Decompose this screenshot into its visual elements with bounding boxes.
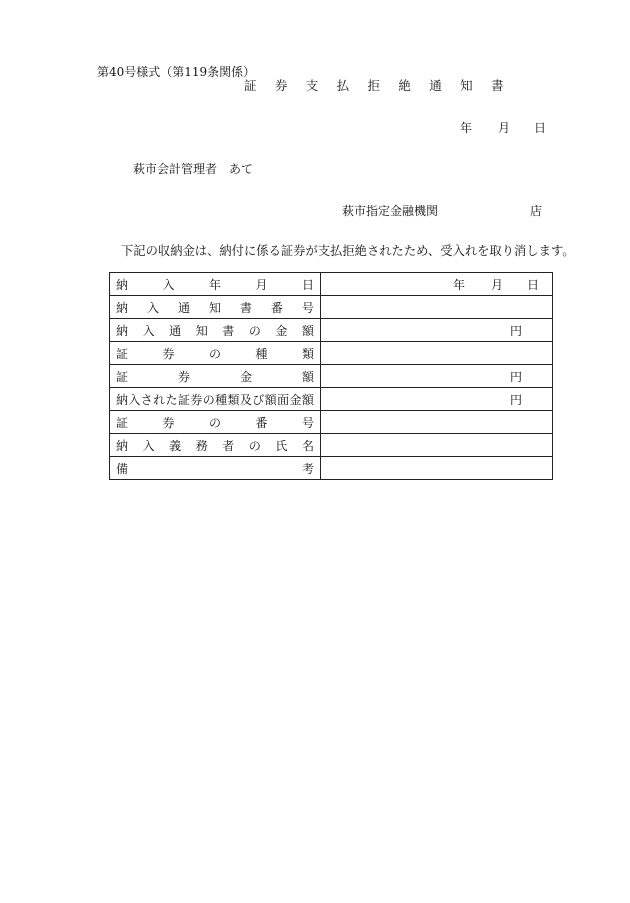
row-value-cell[interactable] <box>321 342 553 365</box>
sender-name: 萩市指定金融機関 <box>342 204 439 218</box>
row-label-char: 書 <box>239 300 252 315</box>
table-row <box>110 388 553 411</box>
yen-unit: 円 <box>509 324 522 338</box>
row-label-text <box>116 460 314 477</box>
row-label-char: 証 <box>116 346 129 361</box>
row-label-char: 入 <box>162 277 175 292</box>
row-label-char: 者 <box>222 438 235 453</box>
row-label-cell <box>110 319 321 342</box>
sender-branch-suffix: 店 <box>530 204 543 218</box>
row-label-char: た <box>165 392 178 407</box>
table-row <box>110 411 553 434</box>
row-label-cell <box>110 365 321 388</box>
date-month-label: 月 <box>498 121 511 135</box>
row-label <box>116 391 314 408</box>
row-label <box>116 299 314 316</box>
row-label-text <box>116 299 314 316</box>
row-label-char: 納 <box>116 277 129 292</box>
statement-text: 下記の収納金は、納付に係る証券が支払拒絶されたため、受入れを取り消します。 <box>121 244 575 258</box>
row-value-cell[interactable] <box>321 273 553 296</box>
row-label-char: 券 <box>177 369 190 384</box>
row-label-char: 金 <box>289 392 302 407</box>
row-label-text <box>116 368 314 385</box>
row-label-char: 面 <box>277 392 290 407</box>
row-label-cell <box>110 296 321 319</box>
row-label-char: 名 <box>301 438 314 453</box>
row-label-cell <box>110 457 321 480</box>
row-label-text <box>116 276 314 293</box>
row-label-char: 金 <box>239 369 252 384</box>
row-label-char: 日 <box>301 277 314 292</box>
row-label-char: 納 <box>116 300 129 315</box>
table-row <box>110 365 553 388</box>
row-label-char: 納 <box>116 392 129 407</box>
table-row <box>110 319 553 342</box>
row-label-text <box>116 414 314 431</box>
table-row <box>110 273 553 296</box>
row-label-char: 義 <box>169 438 182 453</box>
row-label-char: 証 <box>116 415 129 430</box>
row-label-char: 考 <box>301 461 314 476</box>
row-label-char: 種 <box>215 392 228 407</box>
row-label-cell <box>110 388 321 411</box>
row-label-cell <box>110 411 321 434</box>
row-label-char: 通 <box>177 300 190 315</box>
row-label-cell <box>110 273 321 296</box>
row-label-char: 券 <box>162 346 175 361</box>
date-day-label: 日 <box>534 121 547 135</box>
table-row <box>110 434 553 457</box>
yen-unit: 円 <box>509 393 522 407</box>
row-date-month-label: 月 <box>491 278 504 292</box>
notice-table <box>109 272 553 480</box>
row-date-fields <box>453 279 539 291</box>
row-value-cell[interactable] <box>321 388 553 411</box>
table-row <box>110 296 553 319</box>
row-label-char: 額 <box>301 392 314 407</box>
row-value-cell[interactable] <box>321 434 553 457</box>
row-label-text <box>116 345 314 362</box>
row-label <box>116 437 314 454</box>
row-label-char: 額 <box>264 392 277 407</box>
row-label-char: 金 <box>275 323 288 338</box>
row-label-cell <box>110 434 321 457</box>
row-label-char: 号 <box>301 415 314 430</box>
row-value-cell[interactable] <box>321 365 553 388</box>
row-value-cell[interactable] <box>321 411 553 434</box>
row-date-day-label: 日 <box>527 278 540 292</box>
row-label-char: 知 <box>208 300 221 315</box>
row-label-char: 及 <box>239 392 252 407</box>
form-number: 第40号様式（第119条関係） <box>97 65 256 79</box>
row-label-char: 入 <box>142 438 155 453</box>
table-row <box>110 342 553 365</box>
row-label <box>116 460 314 477</box>
row-label-char: 知 <box>195 323 208 338</box>
row-label-text <box>116 322 314 339</box>
row-value-cell[interactable] <box>321 296 553 319</box>
row-label-char: 額 <box>301 369 314 384</box>
row-label-char: の <box>248 438 261 453</box>
row-label-char: 書 <box>222 323 235 338</box>
row-label-char: れ <box>153 392 166 407</box>
row-label-char: 通 <box>169 323 182 338</box>
row-label <box>116 414 314 431</box>
row-date-year-label: 年 <box>453 278 466 292</box>
table-row <box>110 457 553 480</box>
document-title: 証 券 支 払 拒 絶 通 知 書 <box>244 78 511 93</box>
row-value-cell[interactable] <box>321 457 553 480</box>
row-label-char: の <box>208 346 221 361</box>
row-label-char: 備 <box>116 461 129 476</box>
yen-unit: 円 <box>509 370 522 384</box>
row-label-char: 納 <box>116 438 129 453</box>
date-year-label: 年 <box>460 121 473 135</box>
row-label-char: 券 <box>190 392 203 407</box>
row-label-char: 入 <box>146 300 159 315</box>
row-label-text <box>116 391 314 408</box>
row-label <box>116 368 314 385</box>
row-label <box>116 322 314 339</box>
row-label-char: 類 <box>301 346 314 361</box>
row-value-cell[interactable] <box>321 319 553 342</box>
row-label <box>116 345 314 362</box>
row-label-char: 氏 <box>275 438 288 453</box>
row-label-char: 納 <box>116 323 129 338</box>
row-label-char: 証 <box>116 369 129 384</box>
row-label-text <box>116 437 314 454</box>
row-label-cell <box>110 342 321 365</box>
addressee: 萩市会計管理者 あて <box>133 162 254 176</box>
row-label-char: 種 <box>255 346 268 361</box>
row-label-char: 類 <box>227 392 240 407</box>
row-label-char: び <box>252 392 265 407</box>
row-label-char: 号 <box>301 300 314 315</box>
row-label <box>116 276 314 293</box>
row-label-char: 番 <box>255 415 268 430</box>
row-label-char: 額 <box>301 323 314 338</box>
row-label-char: 月 <box>255 277 268 292</box>
row-label-char: 入 <box>142 323 155 338</box>
row-label-char: 番 <box>270 300 283 315</box>
issue-date <box>460 122 546 134</box>
row-label-char: 券 <box>162 415 175 430</box>
row-label-char: さ <box>140 392 153 407</box>
row-label-char: 務 <box>195 438 208 453</box>
row-label-char: 証 <box>177 392 190 407</box>
row-label-char: の <box>202 392 215 407</box>
row-label-char: の <box>208 415 221 430</box>
row-label-char: 年 <box>208 277 221 292</box>
row-label-char: の <box>248 323 261 338</box>
row-label-char: 入 <box>128 392 141 407</box>
